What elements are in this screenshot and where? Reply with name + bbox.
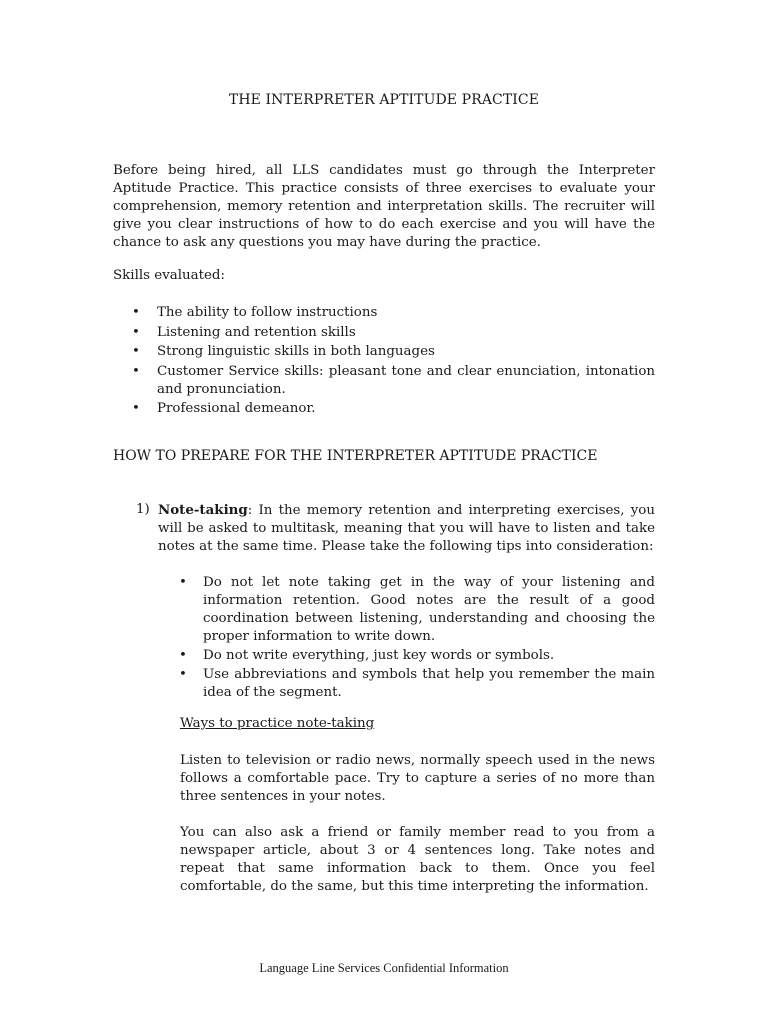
skill-text: The ability to follow instructions [157,305,378,320]
bullet-icon: • [132,401,140,416]
bullet-icon: • [132,305,140,320]
bullet-icon: • [179,648,187,663]
list-item [158,574,655,646]
bullet-icon: • [132,344,140,359]
document-title: THE INTERPRETER APTITUDE PRACTICE [228,92,540,108]
bullet-icon: • [132,363,140,379]
tip-text: Do not write everything, just key words or symbols. [203,648,555,663]
tip-text: Do not let note taking get in the way of your listening and information retention. Good notes are the result of a good coordination between listening, understanding and choosing the proper information to write down. [203,575,655,644]
skill-text: Customer Service skills: pleasant tone and clear enunciation, intonation and pronunciation. [157,363,655,397]
skills-label: Skills evaluated: [113,268,226,283]
item-number: 1) [136,502,150,517]
skill-text: Professional demeanor. [157,401,316,416]
practice-paragraph-2: You can also ask a friend or family member read to you from a newspaper article, about 3 or 4 sentences long. Take notes and repeat that same information back to them. Once you feel comfortable, do the same, but this time interpreting the information. [180,825,655,894]
subheading: Ways to practice note-taking [180,716,375,731]
practice-paragraph-1: Listen to television or radio news, normally speech used in the news follows a comfortable pace. Try to capture a series of no more than three sentences in your notes. [180,753,655,804]
skill-text: Strong linguistic skills in both languages [157,344,435,359]
section-heading: HOW TO PREPARE FOR THE INTERPRETER APTITUDE PRACTICE [113,448,598,464]
list-item [113,324,655,342]
numbered-item [113,501,655,556]
item-description: : In the memory retention and interpreting exercises, you will be asked to multitask, meaning that you will have to listen and take notes at the same time. Please take the following tips into consideration: [158,503,655,554]
skills-list [113,304,655,420]
intro-paragraph: Before being hired, all LLS candidates must go through the Interpreter Aptitude Practice. This practice consists of three exercises to evaluate your comprehension, memory retention and interpretation skills. The recruiter will give you clear instructions of how to do each exercise and you will have the chance to ask any questions you may have during the practice. [113,163,655,250]
list-item [158,647,655,665]
list-item [113,304,655,322]
skill-text: Listening and retention skills [157,324,356,340]
bullet-icon: • [132,324,140,340]
item-term: Note-taking [158,502,248,518]
page-footer: Language Line Services Confidential Information [259,961,509,975]
numbered-item-text [158,501,655,556]
list-item [113,363,655,399]
list-item [158,666,655,702]
bullet-icon: • [179,575,187,590]
bullet-icon: • [179,667,187,682]
list-item [113,400,655,418]
tip-text: Use abbreviations and symbols that help you remember the main idea of the segment. [203,667,655,700]
list-item [113,343,655,361]
tips-list [158,574,655,703]
